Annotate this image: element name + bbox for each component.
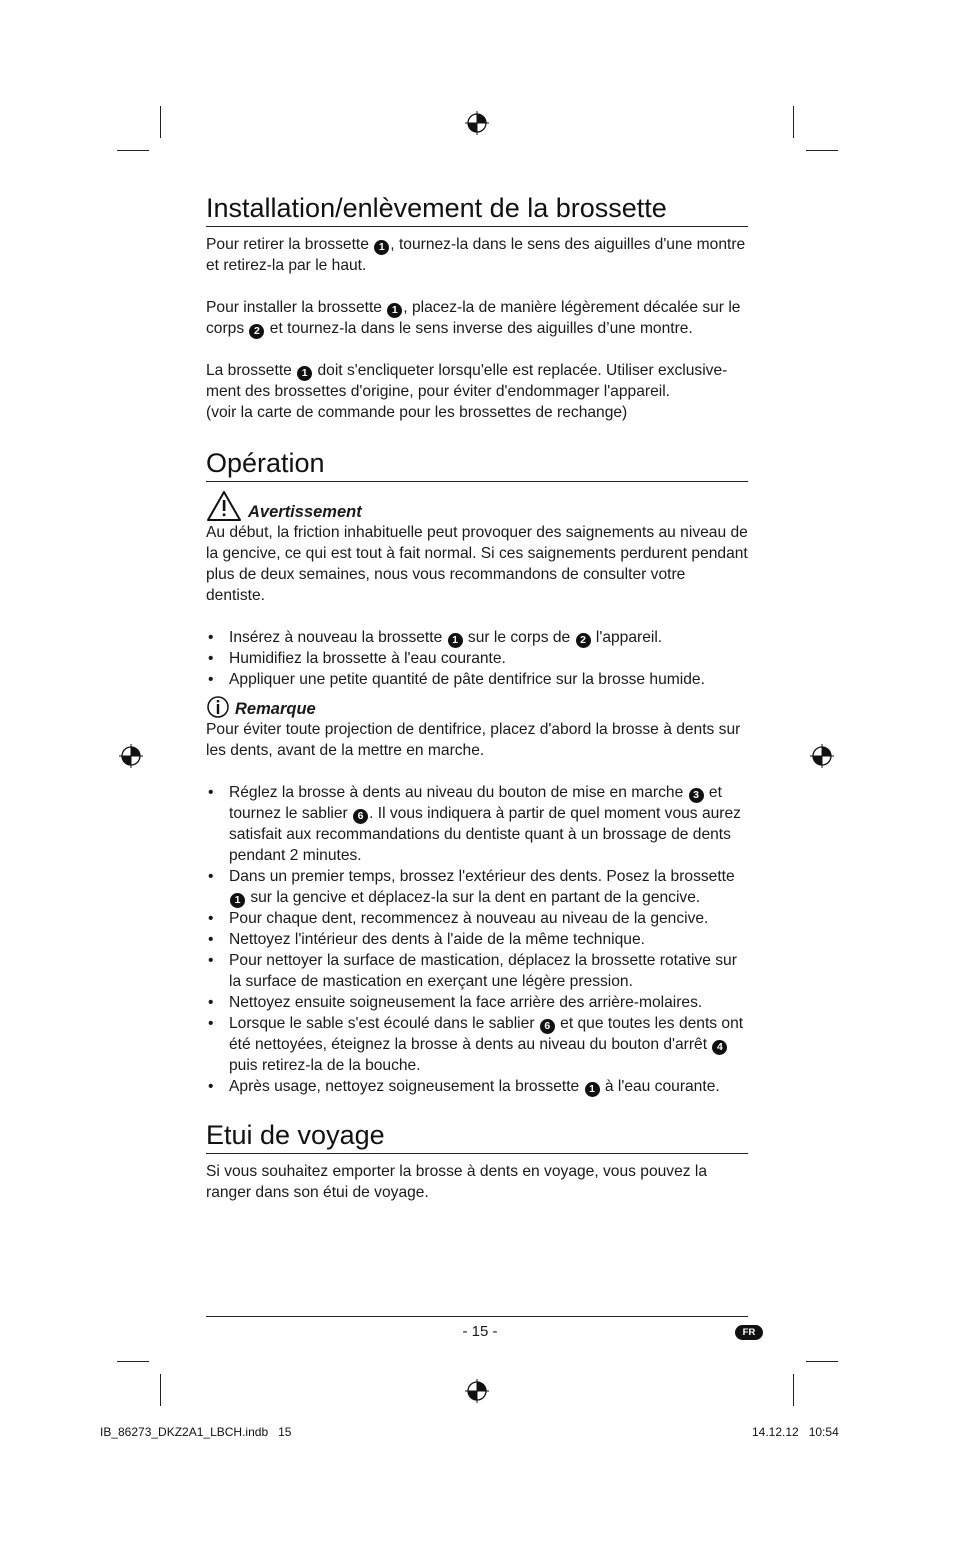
warning-triangle-icon — [206, 490, 242, 522]
section-title-travel-case: Etui de voyage — [206, 1119, 748, 1154]
note-callout — [206, 695, 748, 719]
part-number-marker: 6 — [540, 1019, 555, 1034]
footer-divider — [206, 1316, 748, 1317]
registration-mark-icon — [464, 110, 490, 136]
registration-mark-icon — [464, 1378, 490, 1404]
list-item: • Après usage, nettoyez soigneusement la brossette 1 à l'eau courante. — [206, 1076, 748, 1097]
registration-mark-icon — [809, 743, 835, 769]
instruction-list — [206, 782, 748, 1097]
list-item: • Pour chaque dent, recommencez à nouveau au niveau de la gencive. — [206, 908, 748, 929]
crop-mark — [117, 1361, 149, 1362]
info-circle-icon — [206, 695, 230, 719]
list-item: • Humidifiez la brossette à l'eau courante. — [206, 648, 748, 669]
print-slug-right: 14.12.12 10:54 — [752, 1425, 839, 1439]
crop-mark — [160, 106, 161, 138]
crop-mark — [117, 150, 149, 151]
crop-mark — [793, 106, 794, 138]
crop-mark — [160, 1374, 161, 1406]
part-number-marker: 1 — [374, 240, 389, 255]
paragraph: Pour retirer la brossette 1 , tournez-la dans le sens des aiguilles d'une montre et retirez-la par le haut. — [206, 236, 746, 274]
section-title-installation: Installation/enlèvement de la brossette — [206, 192, 748, 227]
warning-text: Au début, la friction inhabituelle peut provoquer des saignements au niveau de la gencive, ce qui est tout à fait normal. Si ces saignements perdurent pendant plus de deux semaines, nous vous recommandons de consulter votre dentiste. — [206, 524, 748, 604]
part-number-marker: 3 — [689, 788, 704, 803]
list-item: • Lorsque le sable s'est écoulé dans le sablier 6 et que toutes les dents ont été nettoyées, éteignez la brosse à dents au niveau du bouton d'arrêt 4 puis retirez-la de la bouche. — [206, 1013, 748, 1076]
part-number-marker: 1 — [297, 366, 312, 381]
paragraph: Si vous souhaitez emporter la brosse à dents en voyage, vous pouvez la ranger dans son étui de voyage. — [206, 1163, 708, 1201]
registration-mark-icon — [118, 743, 144, 769]
note-title: Remarque — [235, 700, 316, 718]
warning-callout — [206, 492, 748, 522]
list-item: • Insérez à nouveau la brossette 1 sur le corps de 2 l'appareil. — [206, 627, 748, 648]
page-content — [206, 192, 748, 1203]
list-item: • Appliquer une petite quantité de pâte dentifrice sur la brosse humide. — [206, 669, 748, 690]
part-number-marker: 1 — [585, 1082, 600, 1097]
crop-mark — [793, 1374, 794, 1406]
part-number-marker: 6 — [353, 809, 368, 824]
crop-mark — [806, 150, 838, 151]
page-number: - 15 - — [462, 1323, 498, 1340]
warning-title: Avertissement — [248, 503, 362, 521]
part-number-marker: 1 — [230, 893, 245, 908]
part-number-marker: 2 — [249, 324, 264, 339]
part-number-marker: 1 — [387, 303, 402, 318]
list-item: • Pour nettoyer la surface de mastication, déplacez la brossette rotative sur la surface de mastication en exerçant une légère pression. — [206, 950, 748, 992]
instruction-list — [206, 627, 748, 690]
list-item: • Nettoyez ensuite soigneusement la face arrière des arrière-molaires. — [206, 992, 748, 1013]
section-title-operation: Opération — [206, 447, 748, 482]
note-text: Pour éviter toute projection de dentifrice, placez d'abord la brosse à dents sur les dents, avant de la mettre en marche. — [206, 721, 741, 759]
print-slug-left: IB_86273_DKZ2A1_LBCH.indb 15 — [100, 1425, 292, 1439]
crop-mark — [806, 1361, 838, 1362]
part-number-marker: 1 — [448, 633, 463, 648]
part-number-marker: 2 — [576, 633, 591, 648]
part-number-marker: 4 — [712, 1040, 727, 1055]
list-item: • Nettoyez l'intérieur des dents à l'aide de la même technique. — [206, 929, 748, 950]
paragraph: Pour installer la brossette 1 , placez-la de manière légèrement décalée sur le corps 2 et tournez-la dans le sens inverse des aiguilles d’une montre. — [206, 299, 741, 337]
language-badge: FR — [735, 1325, 763, 1340]
paragraph: La brossette 1 doit s'encliqueter lorsqu'elle est replacée. Utiliser exclusive-ment des brossettes d'origine, pour éviter d'endommager l'appareil. (voir la carte de commande pour les brossettes de rechange) — [206, 362, 728, 421]
list-item: • Réglez la brosse à dents au niveau du bouton de mise en marche 3 et tournez le sablier 6 . Il vous indiquera à partir de quel moment vous aurez satisfait aux recommandations du dentiste quant à un brossage de dents pendant 2 minutes. — [206, 782, 748, 866]
list-item: • Dans un premier temps, brossez l'extérieur des dents. Posez la brossette 1 sur la gencive et déplacez-la sur la dent en partant de la gencive. — [206, 866, 748, 908]
